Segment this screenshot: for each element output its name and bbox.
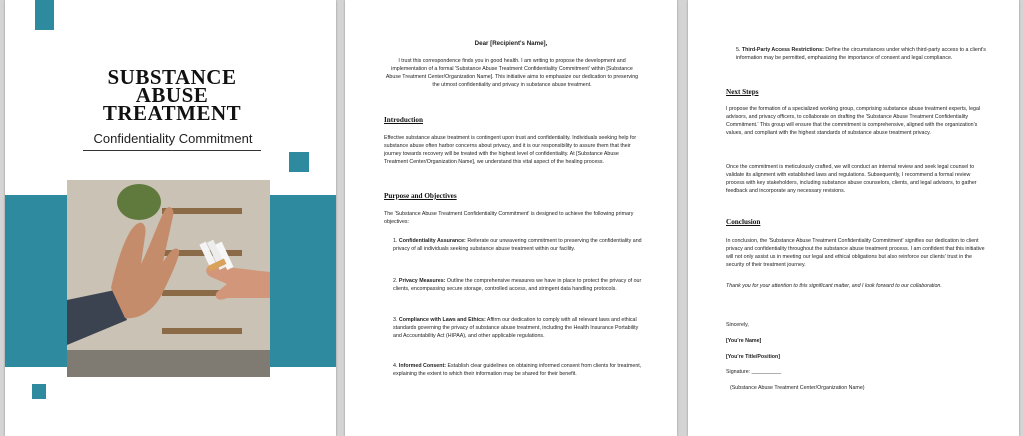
letter-page-1 bbox=[345, 0, 677, 436]
conclusion-paragraph: In conclusion, the 'Substance Abuse Treatment Confidentiality Commitment' signifies our dedication to client privacy and confidentiality throughout the substance abuse treatment process. I am confident that this initiative will not only assist us in meeting our legal and ethical obligations but also reinforce our clients' trust in the security of their treatment journey. bbox=[726, 238, 985, 268]
next-steps-paragraph-2: Once the commitment is meticulously crafted, we will conduct an internal review and seek legal counsel to validate its alignment with established laws and regulations. Subsequently, I recommend a formal review process with key stakeholders, including substance abuse counselors, clients, and legal advisors, to gather feedback and incorporate any necessary revisions. bbox=[726, 164, 977, 194]
objective-text: Outline the comprehensive measures we have in place to protect the privacy of our clients, encompassing secure storage, controlled access, and stringent data handling protocols. bbox=[393, 278, 642, 292]
heading-introduction: Introduction bbox=[384, 116, 424, 124]
cover-subtitle: Confidentiality Commitment bbox=[93, 131, 253, 146]
thanks-line: Thank you for your attention to this significant matter, and I look forward to our collaboration. bbox=[726, 283, 942, 289]
organization-name: (Substance Abuse Treatment Center/Organization Name) bbox=[730, 385, 865, 391]
cover-title bbox=[77, 65, 267, 125]
top-accent-bar bbox=[35, 0, 54, 30]
objective-item bbox=[393, 277, 643, 293]
accent-square bbox=[289, 152, 309, 172]
heading-purpose: Purpose and Objectives bbox=[384, 192, 457, 200]
cover-divider bbox=[83, 150, 261, 151]
objective-item bbox=[393, 362, 643, 378]
cover-photo bbox=[67, 180, 270, 377]
salutation: Dear [Recipient's Name], bbox=[474, 40, 548, 47]
cover-page bbox=[5, 0, 336, 436]
objective-text: Define the circumstances under which third-party access to a client's information may be permitted, emphasizing the importance of consent and legal compliance. bbox=[736, 47, 986, 61]
objective-title: Compliance with Laws and Ethics: bbox=[398, 317, 486, 323]
objective-number: 3. bbox=[393, 317, 398, 323]
objective-number: 1. bbox=[393, 238, 398, 244]
cover-title-line-1: SUBSTANCE bbox=[107, 65, 237, 89]
opening-paragraph: I trust this correspondence finds you in good health. I am writing to propose the development and implementation of a formal 'Substance Abuse Treatment Confidentiality Commitment' within [Substance Abuse Treatment Center/Organization Name]. This initiative aims to emphasize our dedication to preserving the utmost confidentiality and privacy in substance abuse treatment. bbox=[385, 58, 639, 88]
objective-text: Establish clear guidelines on obtaining informed consent from clients for treatment, explaining the extent to which their information may be shared for their benefit. bbox=[393, 363, 642, 377]
heading-next-steps: Next Steps bbox=[726, 88, 759, 96]
objective-title: Privacy Measures: bbox=[398, 278, 446, 284]
objective-title: Informed Consent: bbox=[398, 363, 446, 369]
objective-text: Reiterate our unwavering commitment to preserving the confidentiality and privacy of all individuals seeking substance abuse treatment within our facility. bbox=[393, 238, 642, 252]
cover-title-line-3: TREATMENT bbox=[102, 101, 242, 125]
objective-number: 4. bbox=[393, 363, 398, 369]
signer-name: [You're Name] bbox=[726, 338, 762, 344]
heading-conclusion: Conclusion bbox=[726, 218, 761, 226]
bottom-accent-square bbox=[32, 384, 46, 399]
closing: Sincerely, bbox=[726, 322, 749, 328]
objective-item bbox=[736, 46, 986, 62]
objective-text: Affirm our dedication to comply with all relevant laws and ethical standards governing the privacy of substance abuse treatment, including the Health Insurance Portability and Accountability Act (HIPAA), and other applicable regulations. bbox=[393, 317, 639, 339]
signer-title: [You're Title/Position] bbox=[726, 354, 781, 360]
objective-title: Third-Party Access Restrictions: bbox=[741, 47, 824, 53]
objective-item bbox=[393, 237, 643, 253]
objective-item bbox=[393, 316, 643, 340]
cover-title-line-2: ABUSE bbox=[135, 83, 209, 107]
letter-page-2 bbox=[688, 0, 1019, 436]
objective-number: 5. bbox=[736, 47, 741, 53]
objective-title: Confidentiality Assurance: bbox=[398, 238, 466, 244]
introduction-paragraph: Effective substance abuse treatment is contingent upon trust and confidentiality. Individuals seeking help for substance abuse often harbor concerns about privacy, and it is our responsibility to assure them that their journey towards recovery will be treated with the highest level of confidentiality. At [Substance Abuse Treatment Center/Organization Name], we understand this vital aspect of the healing process. bbox=[384, 135, 637, 165]
objective-number: 2. bbox=[393, 278, 398, 284]
signature-line: Signature: __________ bbox=[726, 369, 782, 375]
purpose-lead: The 'Substance Abuse Treatment Confidentiality Commitment' is designed to achieve the following primary objectives: bbox=[384, 211, 634, 225]
refusing-cigarettes-image bbox=[67, 180, 270, 377]
next-steps-paragraph-1: I propose the formation of a specialized working group, comprising substance abuse treatment experts, legal advisors, and privacy officers, to collaborate on drafting the 'Substance Abuse Treatment Confidentiality Commitment.' This group will ensure that the commitment is comprehensive, aligned with the organization's values, and compliant with the highest standards of substance abuse treatment privacy. bbox=[726, 106, 981, 136]
